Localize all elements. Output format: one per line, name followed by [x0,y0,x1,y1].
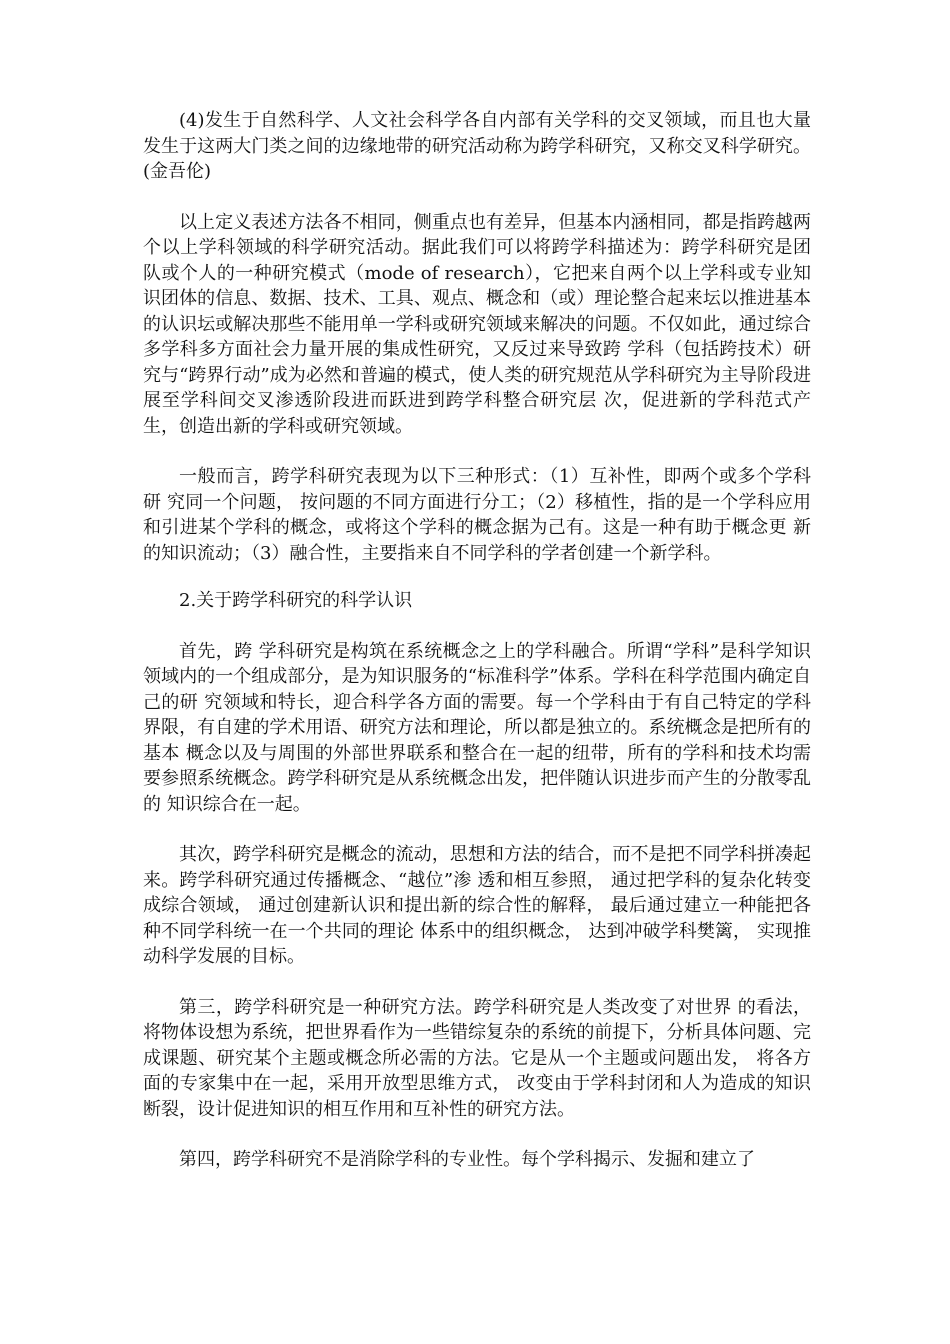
paragraph-second: 其次，跨学科研究是概念的流动，思想和方法的结合，而不是把不同学科拼凑起来。跨学科研究通过传播概念、“越位”渗 透和相互参照， 通过把学科的复杂化转变成综合领域， 通过创建新认识和提出新的综合性的解释， 最后通过建立一种能把各种不同学科统一在一个共同的理论 体系中的组织概念， 达到冲破学科樊篱， 实现推动科学发展的目标。 [143,844,811,967]
paragraph-fourth: 第四，跨学科研究不是消除学科的专业性。每个学科揭示、发掘和建立了 [179,1149,755,1170]
paragraph-third: 第三，跨学科研究是一种研究方法。跨学科研究是人类改变了对世界 的看法， 将物体设想为系统，把世界看作为一些错综复杂的系统的前提下，分析具体问题、完成课题、研究某个主题或概念所必需的方法。它是从一个主题或问题出发， 将各方面的专家集中在一起，采用开放型思维方式， 改变由于学科封闭和人为造成的知识断裂，设计促进知识的相互作用和互补性的研究方法。 [143,996,811,1120]
paragraph-definition-summary: 以上定义表述方法各不相同，侧重点也有差异，但基本内涵相同，都是指跨越两个以上学科领域的科学研究活动。据此我们可以将跨学科描述为：跨学科研究是团 队或个人的一种研究模式（mode of research），它把来自两个以上学科或专业知识团体的信息、数据、技术、工具、观点、概念和（或）理论整合起来坛以推进基本的认识坛或解决那些不能用单一学科或研究领域来解决的问题。不仅如此，通过综合多学科多方面社会力量开展的集成性研究，又反过来导致跨 学科（包括跨技术）研究与“跨界行动”成为必然和普遍的模式，使人类的研究规范从学科研究为主导阶段进展至学科间交叉渗透阶段进而跃进到跨学科整合研究层 次，促进新的学科范式产生，创造出新的学科或研究领域。 [143,211,811,437]
document-page [143,108,811,1173]
paragraph-first: 首先，跨 学科研究是构筑在系统概念之上的学科融合。所谓“学科”是科学知识领域内的一个组成部分，是为知识服务的“标准科学”体系。学科在科学范围内确定自己的研 究领域和特长，迎合科学各方面的需要。每一个学科由于有自己特定的学科界限，有自建的学术用语、研究方法和理论，所以都是独立的。系统概念是把所有的基本 概念以及与周围的外部世界联系和整合在一起的纽带，所有的学科和技术均需要参照系统概念。跨学科研究是从系统概念出发，把伴随认识进步而产生的分散零乱的 知识综合在一起。 [143,640,811,815]
section-heading: 2.关于跨学科研究的科学认识 [179,590,413,611]
paragraph-definition-4: (4)发生于自然科学、人文社会科学各自内部有关学科的交叉领域，而且也大量发生于这两大门类之间的边缘地带的研究活动称为跨学科研究，又称交叉科学研究。(金吾伦) [143,110,811,182]
paragraph-three-forms: 一般而言，跨学科研究表现为以下三种形式：（1）互补性，即两个或多个学科研 究同一个问题， 按问题的不同方面进行分工；（2）移植性，指的是一个学科应用和引进某个学科的概念，或将这个学科的概念据为己有。这是一种有助于概念更 新的知识流动；（3）融合性，主要指来自不同学科的学者创建一个新学科。 [143,466,811,564]
